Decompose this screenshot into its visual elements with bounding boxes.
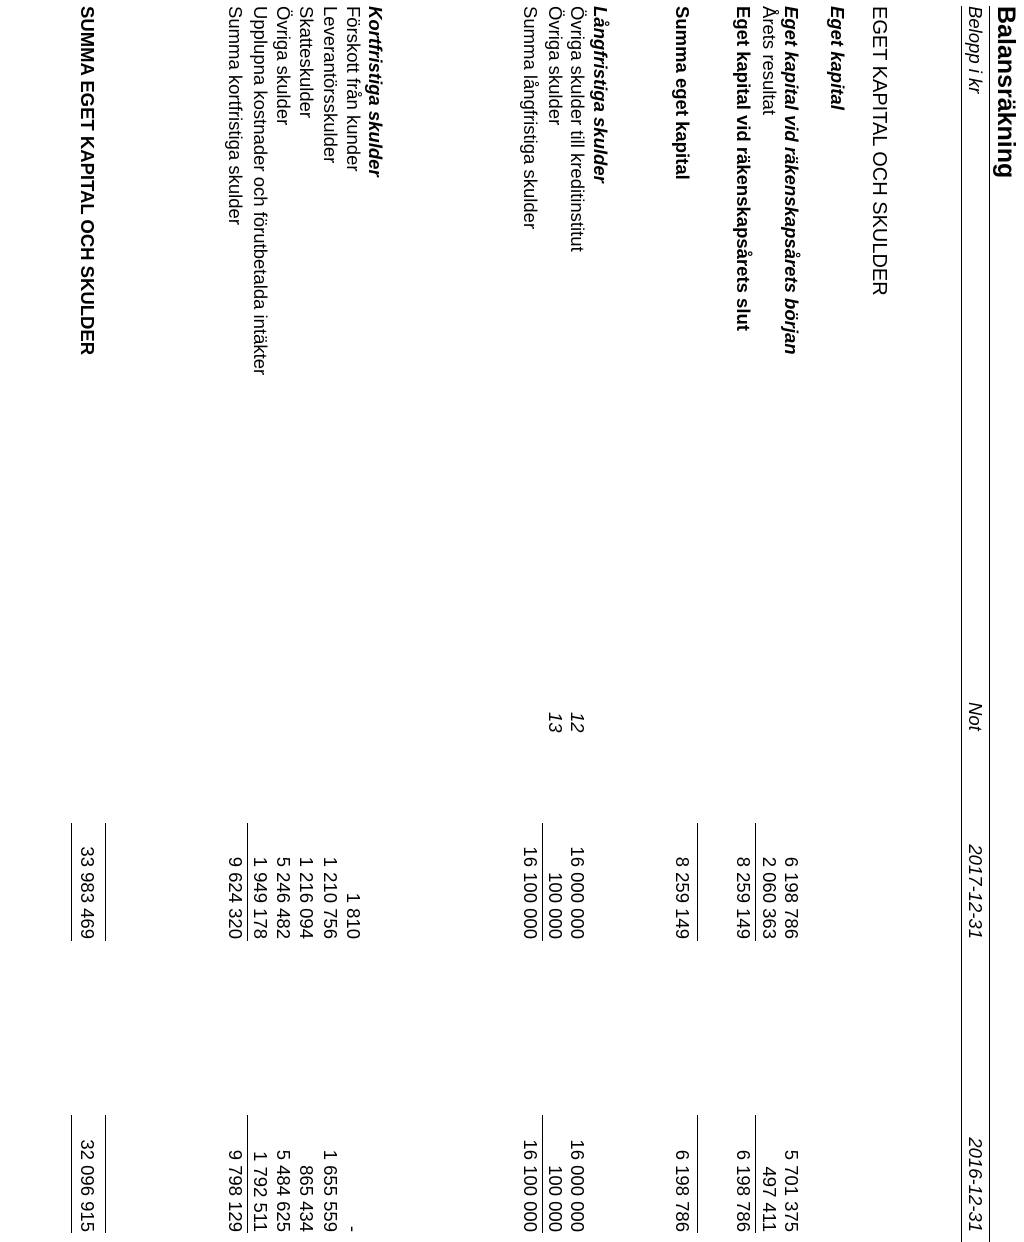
- equity-closing-2017: 8 259 149: [733, 856, 754, 939]
- equity-subtotal-rule-2017: [755, 823, 756, 941]
- equity-opening-2017: 6 198 786: [781, 856, 802, 939]
- equity-closing-label: Eget kapital vid räkenskapsårets slut: [733, 6, 754, 331]
- long-term-total-label: Summa långfristiga skulder: [520, 6, 541, 230]
- equity-opening-2016: 5 701 375: [781, 1149, 802, 1232]
- grand-total-2017: 33 983 469: [77, 846, 98, 939]
- grand-total-rule-2017: [105, 823, 106, 941]
- short-term-total-2016: 9 798 129: [225, 1149, 246, 1232]
- grand-total-label: SUMMA EGET KAPITAL OCH SKULDER: [77, 6, 98, 356]
- short-term-total-rule-2016: [247, 1115, 248, 1233]
- short-term-row-2017: 5 246 482: [273, 856, 294, 939]
- short-term-heading: Kortfristiga skulder: [365, 6, 386, 177]
- equity-total-2017: 8 259 149: [672, 856, 693, 939]
- long-term-row-note: 13: [545, 712, 566, 733]
- long-term-row-2017: 16 000 000: [567, 846, 588, 939]
- long-term-total-rule-2016: [542, 1115, 543, 1233]
- short-term-row-2016: 1 655 559: [320, 1149, 341, 1232]
- grand-total-2016: 32 096 915: [77, 1139, 98, 1232]
- grand-total-underline-2017: [71, 823, 72, 941]
- equity-total-rule-2016: [697, 1115, 698, 1233]
- equity-subtotal-rule-2016: [755, 1115, 756, 1233]
- year-2017-header: 2017-12-31: [965, 844, 986, 939]
- long-term-row-2016: 16 000 000: [567, 1139, 588, 1232]
- grand-total-underline-2016: [71, 1115, 72, 1233]
- long-term-total-2016: 16 100 000: [520, 1139, 541, 1232]
- header-rule-bottom: [961, 6, 962, 1242]
- equity-result-label: Årets resultat: [759, 6, 780, 115]
- note-column-header: Not: [965, 702, 986, 731]
- short-term-row-label: Övriga skulder: [273, 6, 294, 126]
- section-title: EGET KAPITAL OCH SKULDER: [868, 6, 890, 296]
- long-term-row-note: 12: [567, 712, 588, 733]
- long-term-row-label: Övriga skulder till kreditinstitut: [567, 6, 588, 252]
- equity-total-label: Summa eget kapital: [672, 6, 693, 180]
- long-term-row-2017: 100 000: [545, 872, 566, 939]
- equity-opening-label: Eget kapital vid räkenskapsårets början: [781, 6, 802, 355]
- header-rule-top: [989, 6, 990, 1242]
- short-term-row-2016: -: [343, 1225, 364, 1232]
- short-term-row-label: Upplupna kostnader och förutbetalda intäkter: [250, 6, 271, 376]
- long-term-heading: Långfristiga skulder: [590, 6, 611, 183]
- short-term-row-2017: 1 949 178: [250, 856, 271, 939]
- short-term-row-2016: 865 434: [296, 1165, 317, 1232]
- long-term-total-rule-2017: [542, 823, 543, 941]
- equity-total-2016: 6 198 786: [672, 1149, 693, 1232]
- equity-total-rule-2017: [697, 823, 698, 941]
- short-term-row-2017: 1 810: [343, 892, 364, 939]
- equity-heading: Eget kapital: [827, 6, 848, 110]
- long-term-total-2017: 16 100 000: [520, 846, 541, 939]
- equity-result-2017: 2 060 363: [759, 856, 780, 939]
- short-term-row-2016: 1 792 511: [250, 1151, 271, 1232]
- year-2016-header: 2016-12-31: [965, 1137, 986, 1232]
- long-term-row-2016: 100 000: [545, 1165, 566, 1232]
- equity-result-2016: 497 411: [759, 1166, 780, 1232]
- short-term-row-2017: 1 210 756: [320, 856, 341, 939]
- amount-label: Belopp i kr: [965, 6, 986, 94]
- short-term-total-label: Summa kortfristiga skulder: [225, 6, 246, 225]
- equity-closing-2016: 6 198 786: [733, 1149, 754, 1232]
- grand-total-rule-2016: [105, 1115, 106, 1233]
- short-term-total-2017: 9 624 320: [225, 856, 246, 939]
- long-term-row-label: Övriga skulder: [545, 6, 566, 126]
- short-term-row-label: Skatteskulder: [296, 6, 317, 119]
- short-term-total-rule-2017: [247, 823, 248, 941]
- page-title: Balansräkning: [992, 6, 1020, 179]
- short-term-row-2016: 5 484 625: [273, 1149, 294, 1232]
- short-term-row-label: Förskott från kunder: [343, 6, 364, 172]
- short-term-row-2017: 1 216 094: [296, 856, 317, 939]
- short-term-row-label: Leverantörsskulder: [320, 6, 341, 164]
